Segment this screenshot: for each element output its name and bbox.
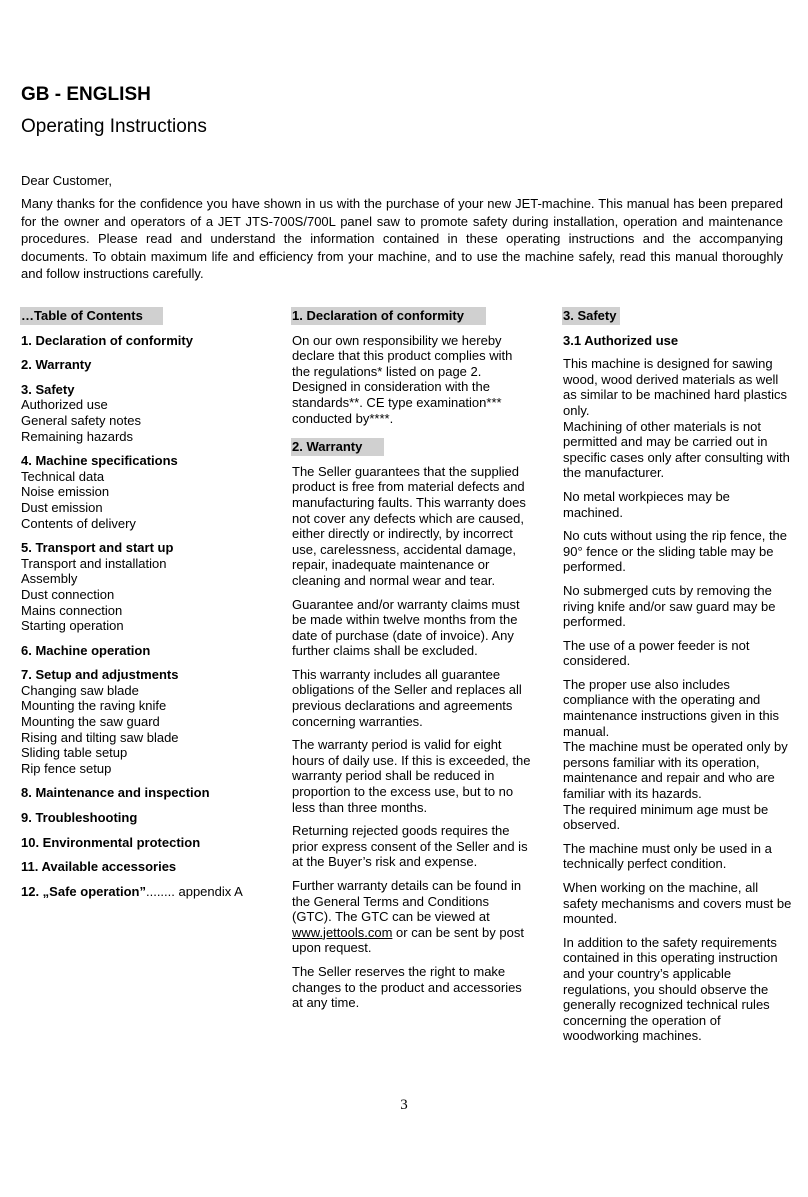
toc-subsection[interactable]: General safety notes (21, 412, 141, 428)
toc-subsection[interactable]: Mounting the saw guard (21, 714, 160, 730)
toc-section-title: 2. Warranty (21, 357, 92, 373)
safety-text: No cuts without using the rip fence, the 90° fence or the sliding table may be performed. (563, 528, 788, 575)
warranty-paragraph: Returning rejected goods requires the prior express consent of the Seller and is at the Buyer’s risk and expense. (292, 823, 528, 870)
warranty-paragraph: The warranty period is valid for eight hours of daily use. If this is exceeded, the warranty period shall be reduced in proportion to the excess use, but to no less than three months. (292, 737, 531, 815)
toc-subsection[interactable]: Dust emission (21, 499, 103, 515)
safety-text: Machining of other materials is not permitted and may be carried out in specific cases only after consulting with the manufacturer. (563, 418, 790, 481)
toc-subsection[interactable]: Rip fence setup (21, 760, 112, 776)
toc-section[interactable] (21, 859, 271, 875)
toc-section-title: 5. Transport and start up (21, 540, 174, 556)
toc-section[interactable] (21, 333, 271, 349)
declaration-heading: 1. Declaration of conformity (291, 307, 486, 325)
toc-section-title: 4. Machine specifications (21, 453, 178, 469)
safety-paragraph (563, 841, 793, 872)
document-title: Operating Instructions (21, 116, 207, 137)
declaration-text: On our own responsibility we hereby declare that this product complies with the regulations* listed on page 2. Designed in consideration with the standards**. CE type examination*** conducted by****. (292, 332, 513, 426)
safety-text: The required minimum age must be observed. (563, 801, 769, 833)
toc-subsection[interactable]: Authorized use (21, 397, 108, 413)
safety-paragraphs (563, 356, 793, 1044)
warranty-paragraph: This warranty includes all guarantee obligations of the Seller and replaces all previous declarations and agreements concerning warranties. (292, 666, 522, 729)
toc-entry-safe-operation[interactable] (21, 884, 271, 900)
safety-column (563, 307, 793, 1052)
toc-section[interactable] (21, 810, 271, 826)
toc-subsection[interactable]: Noise emission (21, 484, 110, 500)
authorized-use-heading: 3.1 Authorized use (563, 332, 679, 348)
safety-text: The use of a power feeder is not considered. (563, 637, 750, 669)
gtc-text-end: or can be sent by post upon request. (292, 924, 524, 956)
toc-entry-appendix: ........ appendix A (145, 883, 243, 899)
toc-subsection[interactable]: Rising and tilting saw blade (21, 729, 179, 745)
toc-subsection[interactable]: Remaining hazards (21, 428, 134, 444)
toc-list (21, 333, 271, 875)
warranty-heading: 2. Warranty (291, 438, 384, 456)
toc-subsection[interactable]: Contents of delivery (21, 515, 136, 531)
toc-section-title: 9. Troubleshooting (21, 810, 138, 826)
toc-section[interactable] (21, 643, 271, 659)
safety-heading: 3. Safety (562, 307, 620, 325)
safety-paragraph (563, 489, 793, 520)
toc-section[interactable] (21, 382, 271, 444)
toc-subsection[interactable]: Sliding table setup (21, 745, 128, 761)
toc-subsection[interactable]: Mounting the raving knife (21, 698, 167, 714)
warranty-paragraph: The Seller guarantees that the supplied product is free from material defects and manufacturing faults. This warranty does not cover any defects which are caused, either directly or indirectly, by incorrect use, carelessness, accidental damage, repair, inadequate maintenance or cleaning and normal wear and tear. (292, 463, 526, 588)
greeting: Dear Customer, (21, 173, 113, 188)
safety-paragraph (563, 880, 793, 927)
toc-section-title: 6. Machine operation (21, 642, 151, 658)
language-heading: GB - ENGLISH (21, 84, 151, 105)
declaration-warranty-column (292, 307, 532, 1019)
safety-paragraph (563, 356, 793, 481)
safety-text: The machine must be operated only by persons familiar with its operation, maintenance and repair and who are familiar with its hazards. (563, 739, 788, 802)
toc-section[interactable] (21, 785, 271, 801)
toc-subsection[interactable]: Assembly (21, 571, 78, 587)
warranty-paragraph: Guarantee and/or warranty claims must be made within twelve months from the date of purchase (date of invoice). Any further claims shall be excluded. (292, 596, 520, 659)
toc-section[interactable] (21, 667, 271, 776)
toc-subsection[interactable]: Transport and installation (21, 555, 167, 571)
toc-subsection[interactable]: Dust connection (21, 586, 115, 602)
safety-paragraph (563, 583, 793, 630)
toc-section[interactable] (21, 540, 271, 634)
toc-subsection[interactable]: Changing saw blade (21, 682, 139, 698)
safety-text: The machine must only be used in a technically perfect condition. (563, 840, 772, 872)
warranty-paragraph: The Seller reserves the right to make changes to the product and accessories at any time. (292, 963, 522, 1011)
warranty-gtc-paragraph (292, 878, 532, 956)
safety-text: No metal workpieces may be machined. (563, 488, 730, 520)
safety-paragraph (563, 935, 793, 1044)
page-number: 3 (400, 1097, 408, 1113)
toc-section[interactable] (21, 357, 271, 373)
toc-column (21, 307, 271, 908)
toc-section[interactable] (21, 453, 271, 531)
jettools-link[interactable]: www.jettools.com (292, 924, 393, 940)
toc-subsection[interactable]: Starting operation (21, 618, 124, 634)
safety-paragraph (563, 677, 793, 833)
safety-text: When working on the machine, all safety mechanisms and covers must be mounted. (563, 880, 792, 927)
toc-entry-title: 12. „Safe operation” (21, 883, 146, 899)
toc-subsection[interactable]: Technical data (21, 468, 105, 484)
toc-section-title: 8. Maintenance and inspection (21, 785, 210, 801)
safety-paragraph (563, 528, 793, 575)
toc-section[interactable] (21, 835, 271, 851)
safety-text: This machine is designed for sawing wood, wood derived materials as well as similar to be machined hard plastics only. (563, 356, 787, 418)
toc-section-title: 7. Setup and adjustments (21, 667, 179, 683)
toc-section-title: 1. Declaration of conformity (21, 332, 193, 348)
intro-paragraph: Many thanks for the confidence you have shown in us with the purchase of your new JET-machine. This manual has been prepared for the owner and operators of a JET JTS-700S/700L panel saw to promote safety during installation, operation and maintenance procedures. Please read and understand the information contained in these operating instructions and the accompanying documents. To obtain maximum life and efficiency from your machine, and to use the machine safely, read this manual thoroughly and follow instructions carefully. (21, 196, 783, 282)
safety-text: The proper use also includes compliance with the operating and maintenance instructions given in this manual. (563, 676, 780, 739)
safety-text: No submerged cuts by removing the riving knife and/or saw guard may be performed. (563, 582, 776, 630)
toc-heading: …Table of Contents (20, 307, 163, 325)
gtc-text: Further warranty details can be found in the General Terms and Conditions (GTC). The GTC can be viewed at (292, 878, 522, 925)
toc-section-title: 3. Safety (21, 381, 75, 397)
toc-section-title: 10. Environmental protection (21, 834, 201, 850)
toc-section-title: 11. Available accessories (21, 859, 177, 875)
toc-subsection[interactable]: Mains connection (21, 602, 123, 618)
safety-paragraph (563, 638, 793, 669)
safety-text: In addition to the safety requirements contained in this operating instruction and your country’s applicable regulations, you should observe the generally recognized technical rules concerning the operation of woodworking machines. (563, 934, 778, 1044)
